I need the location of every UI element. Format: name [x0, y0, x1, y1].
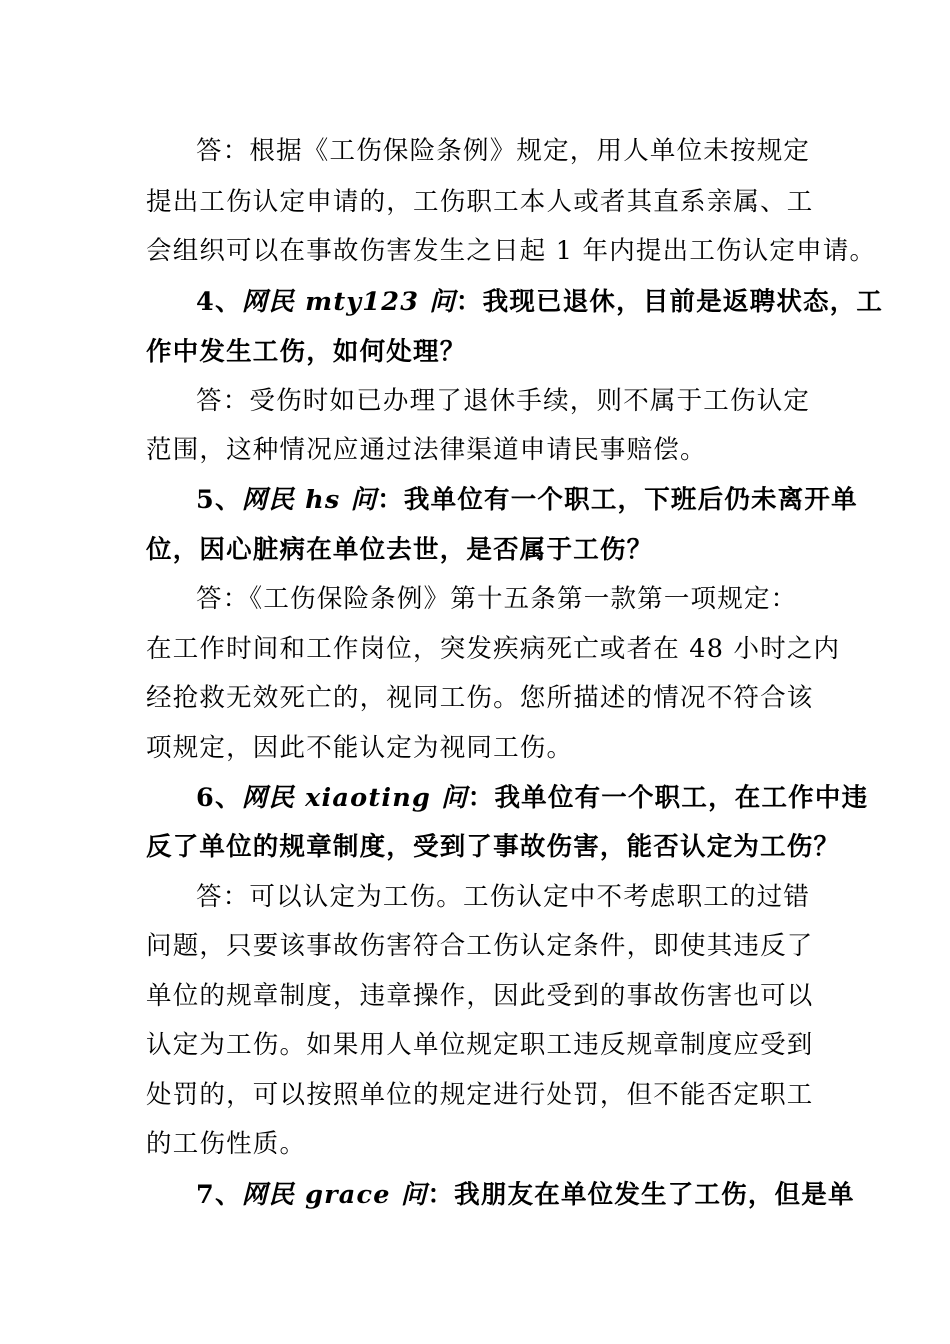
question-5-line-2: 位，因心脏病在单位去世，是否属于工伤？ [146, 535, 654, 565]
answer-5-line-4: 项规定，因此不能认定为视同工伤。 [146, 733, 574, 763]
answer-3-line-2: 提出工伤认定申请的，工伤职工本人或者其直系亲属、工 [146, 187, 814, 217]
answer-5-line-2: 在工作时间和工作岗位，突发疾病死亡或者在 48 小时之内 [146, 634, 841, 664]
question-6-line-2: 反了单位的规章制度，受到了事故伤害，能否认定为工伤？ [146, 832, 841, 862]
answer-6-line-5: 处罚的，可以按照单位的规定进行处罚，但不能否定职工 [146, 1080, 814, 1110]
question-4-number: 4、 [196, 287, 242, 317]
answer-3-line-3: 会组织可以在事故伤害发生之日起 1 年内提出工伤认定申请。 [146, 236, 877, 266]
question-4-line-2: 作中发生工伤，如何处理？ [146, 337, 467, 367]
question-5-number: 5、 [196, 485, 242, 515]
answer-6-line-1: 答：可以认定为工伤。工伤认定中不考虑职工的过错 [196, 882, 811, 912]
answer-6-line-4: 认定为工伤。如果用人单位规定职工违反规章制度应受到 [146, 1030, 814, 1060]
question-4-user: 网民 mty123 问 [241, 287, 456, 317]
answer-4-line-1: 答：受伤时如已办理了退休手续，则不属于工伤认定 [196, 386, 811, 416]
answer-5-line-3: 经抢救无效死亡的，视同工伤。您所描述的情况不符合该 [146, 683, 814, 713]
question-4-text: ：我现已退休，目前是返聘状态，工 [455, 287, 884, 317]
question-6-number: 6、 [196, 783, 242, 813]
question-6-line-1 [196, 781, 876, 815]
question-5-line-1 [196, 483, 876, 517]
question-6-user: 网民 xiaoting 问 [241, 783, 468, 813]
question-7-user: 网民 grace 问 [241, 1180, 428, 1210]
question-7-line-1 [196, 1178, 876, 1212]
question-5-text: ：我单位有一个职工，下班后仍未离开单 [377, 485, 858, 515]
question-7-text: ：我朋友在单位发生了工伤，但是单 [427, 1180, 855, 1210]
question-5-user: 网民 hs 问 [241, 485, 378, 515]
answer-4-line-2: 范围，这种情况应通过法律渠道申请民事赔偿。 [146, 435, 707, 465]
question-6-text: ：我单位有一个职工，在工作中违 [467, 783, 869, 813]
answer-3-line-1: 答：根据《工伤保险条例》规定，用人单位未按规定 [196, 136, 811, 166]
answer-6-line-3: 单位的规章制度，违章操作，因此受到的事故伤害也可以 [146, 981, 814, 1011]
answer-6-line-2: 问题，只要该事故伤害符合工伤认定条件，即使其违反了 [146, 931, 814, 961]
answer-5-line-1: 答：《工伤保险条例》第十五条第一款第一项规定： [196, 584, 798, 614]
question-7-number: 7、 [196, 1180, 242, 1210]
answer-6-line-6: 的工伤性质。 [146, 1129, 307, 1159]
question-4-line-1 [196, 285, 884, 319]
